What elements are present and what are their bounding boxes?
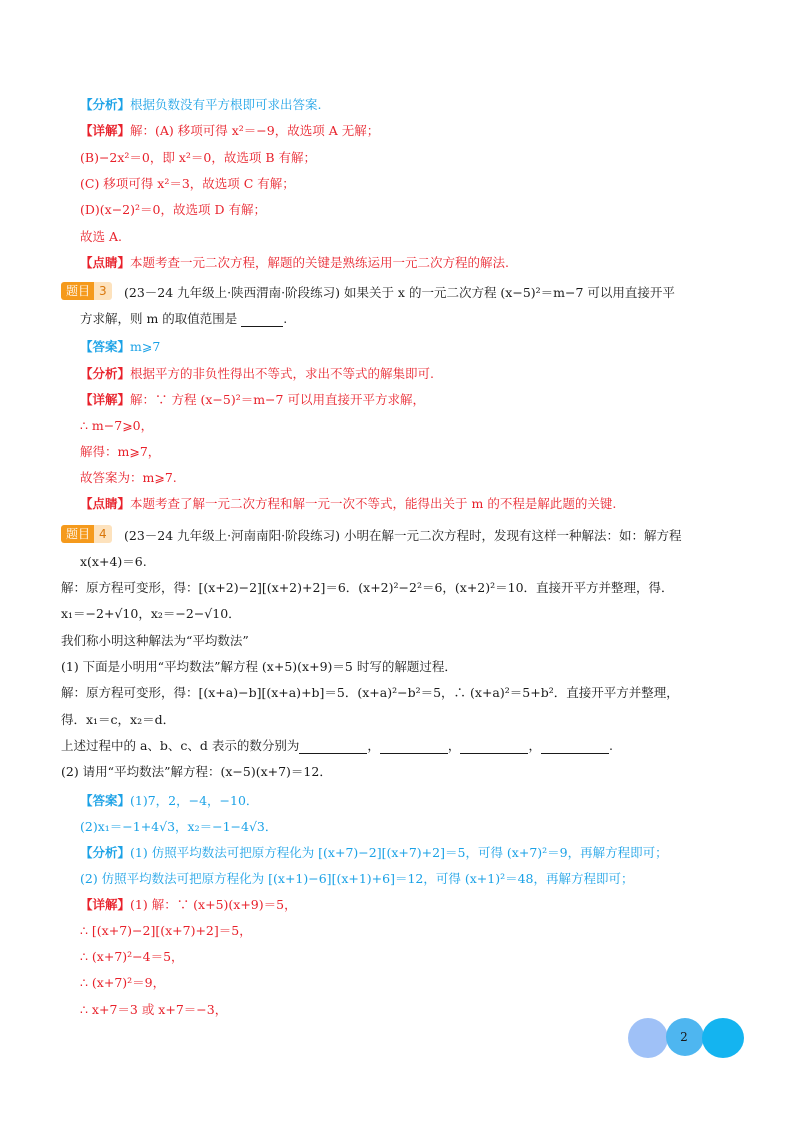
answer-tag: 【答案】 (80, 339, 131, 354)
blank-a[interactable] (299, 738, 367, 754)
q4-detail-3: ∴ (x+7)²−4＝5， (80, 949, 184, 964)
q3-stem-2 (80, 309, 287, 327)
detail-text: (1) 解：∵ (x+5)(x+9)＝5， (130, 897, 297, 912)
q4-analysis (80, 843, 668, 861)
badge-label: 题目 (61, 282, 94, 300)
q4-detail-4: ∴ (x+7)²＝9， (80, 975, 166, 990)
q3-comment (80, 494, 616, 512)
q3-stem-period: . (283, 311, 288, 326)
blank-d[interactable] (541, 738, 609, 754)
answer-text: (1)7，2，−4，−10． (130, 793, 259, 808)
q4-detail-5: ∴ x+7＝3 或 x+7＝−3， (80, 1002, 228, 1017)
answer-text: m⩾7 (130, 339, 161, 354)
separator: ， (447, 738, 461, 753)
q3-stem-2-text: 方求解，则 m 的取值范围是 (80, 311, 242, 326)
q4-part2: (2) 请用“平均数法”解方程：(x−5)(x+7)＝12． (61, 764, 332, 779)
analysis-line (80, 95, 322, 113)
q3-detail-3: 解得：m⩾7， (80, 444, 161, 459)
badge-label: 题目 (61, 525, 94, 543)
q4-example-2: x₁＝−2+√10，x₂＝−2−√10． (61, 606, 241, 621)
q4-blanks-line (61, 736, 613, 754)
blanks-prompt: 上述过程中的 a、b、c、d 表示的数分别为 (61, 738, 300, 753)
detail-tag: 【详解】 (80, 897, 131, 912)
q4-stem-1: (23－24 九年级上·河南南阳·阶段练习) 小明在解一元二次方程时，发现有这样一种解法：如：解方程 (124, 528, 682, 543)
separator: ， (367, 738, 380, 753)
footer-circle-left (628, 1018, 668, 1058)
badge-number: 4 (94, 525, 112, 543)
q4-example-1: 解：原方程可变形，得：[(x+2)−2][(x+2)+2]＝6．(x+2)²−2²＝6，(x+2)²＝10．直接开平方并整理，得． (61, 580, 674, 595)
comment-text: 本题考查了解一元二次方程和解一元一次不等式，能得出关于 m 的不程是解此题的关键. (130, 496, 617, 511)
detail-line-d: (D)(x−2)²＝0，故选项 D 有解； (80, 202, 266, 217)
comment-tag: 【点睛】 (80, 255, 131, 270)
question-badge-4 (61, 525, 112, 543)
q4-answer (80, 791, 258, 809)
q4-analysis-2: (2) 仿照平均数法可把原方程化为 [(x+1)−6][(x+1)+6]＝12，可得 (x+1)²＝48，再解方程即可； (80, 871, 634, 886)
blank-c[interactable] (460, 738, 528, 754)
q4-part1: (1) 下面是小明用“平均数法”解方程 (x+5)(x+9)＝5 时写的解题过程． (61, 659, 457, 674)
detail-text: 解：(A) 移项可得 x²＝−9，故选项 A 无解； (130, 123, 380, 138)
q3-detail-4: 故答案为：m⩾7. (80, 470, 177, 485)
footer-circle-right (702, 1018, 744, 1058)
analysis-text: (1) 仿照平均数法可把原方程化为 [(x+7)−2][(x+7)+2]＝5，可得 (x+7)²＝9，再解方程即可； (130, 845, 668, 860)
comment-tag: 【点睛】 (80, 496, 131, 511)
q3-analysis (80, 364, 434, 382)
q4-answer-2: (2)x₁＝−1+4√3，x₂＝−1−4√3． (80, 819, 278, 834)
detail-line-c: (C) 移项可得 x²＝3，故选项 C 有解； (80, 176, 295, 191)
page-number: 2 (680, 1030, 688, 1044)
q4-stem-2: x(x+4)＝6. (80, 554, 147, 569)
detail-tag: 【详解】 (80, 123, 131, 138)
q4-part1-process: 解：原方程可变形，得：[(x+a)−b][(x+a)+b]＝5．(x+a)²−b²＝5，∴ (x+a)²＝5+b²．直接开平方并整理， (61, 685, 679, 700)
blanks-period: . (608, 738, 613, 753)
analysis-text: 根据负数没有平方根即可求出答案. (130, 97, 322, 112)
q4-detail (80, 895, 297, 913)
badge-number: 3 (94, 282, 112, 300)
q4-part1-result: 得．x₁＝c，x₂＝d． (61, 712, 176, 727)
q3-answer (80, 337, 160, 355)
detail-line (80, 121, 379, 139)
analysis-tag: 【分析】 (80, 845, 131, 860)
analysis-text: 根据平方的非负性得出不等式，求出不等式的解集即可. (130, 366, 434, 381)
q3-detail-2: ∴ m−7⩾0， (80, 418, 154, 433)
q3-stem-1: (23－24 九年级上·陕西渭南·阶段练习) 如果关于 x 的一元二次方程 (x−5)²＝m−7 可以用直接开平 (124, 285, 675, 300)
answer-blank[interactable] (241, 311, 283, 327)
blank-b[interactable] (380, 738, 448, 754)
q4-detail-2: ∴ [(x+7)−2][(x+7)+2]＝5， (80, 923, 252, 938)
detail-line-b: (B)−2x²＝0，即 x²＝0，故选项 B 有解； (80, 150, 316, 165)
analysis-tag: 【分析】 (80, 366, 131, 381)
analysis-tag: 【分析】 (80, 97, 131, 112)
detail-text: 解：∵ 方程 (x−5)²＝m−7 可以用直接开平方求解， (130, 392, 425, 407)
comment-text: 本题考查一元二次方程，解题的关键是熟练运用一元二次方程的解法. (130, 255, 509, 270)
detail-conclusion: 故选 A. (80, 229, 122, 244)
answer-tag: 【答案】 (80, 793, 131, 808)
q3-detail (80, 390, 425, 408)
question-badge-3 (61, 282, 112, 300)
separator: ， (528, 738, 541, 753)
detail-tag: 【详解】 (80, 392, 131, 407)
comment-line (80, 253, 509, 271)
q4-method-name: 我们称小明这种解法为“平均数法” (61, 633, 249, 648)
